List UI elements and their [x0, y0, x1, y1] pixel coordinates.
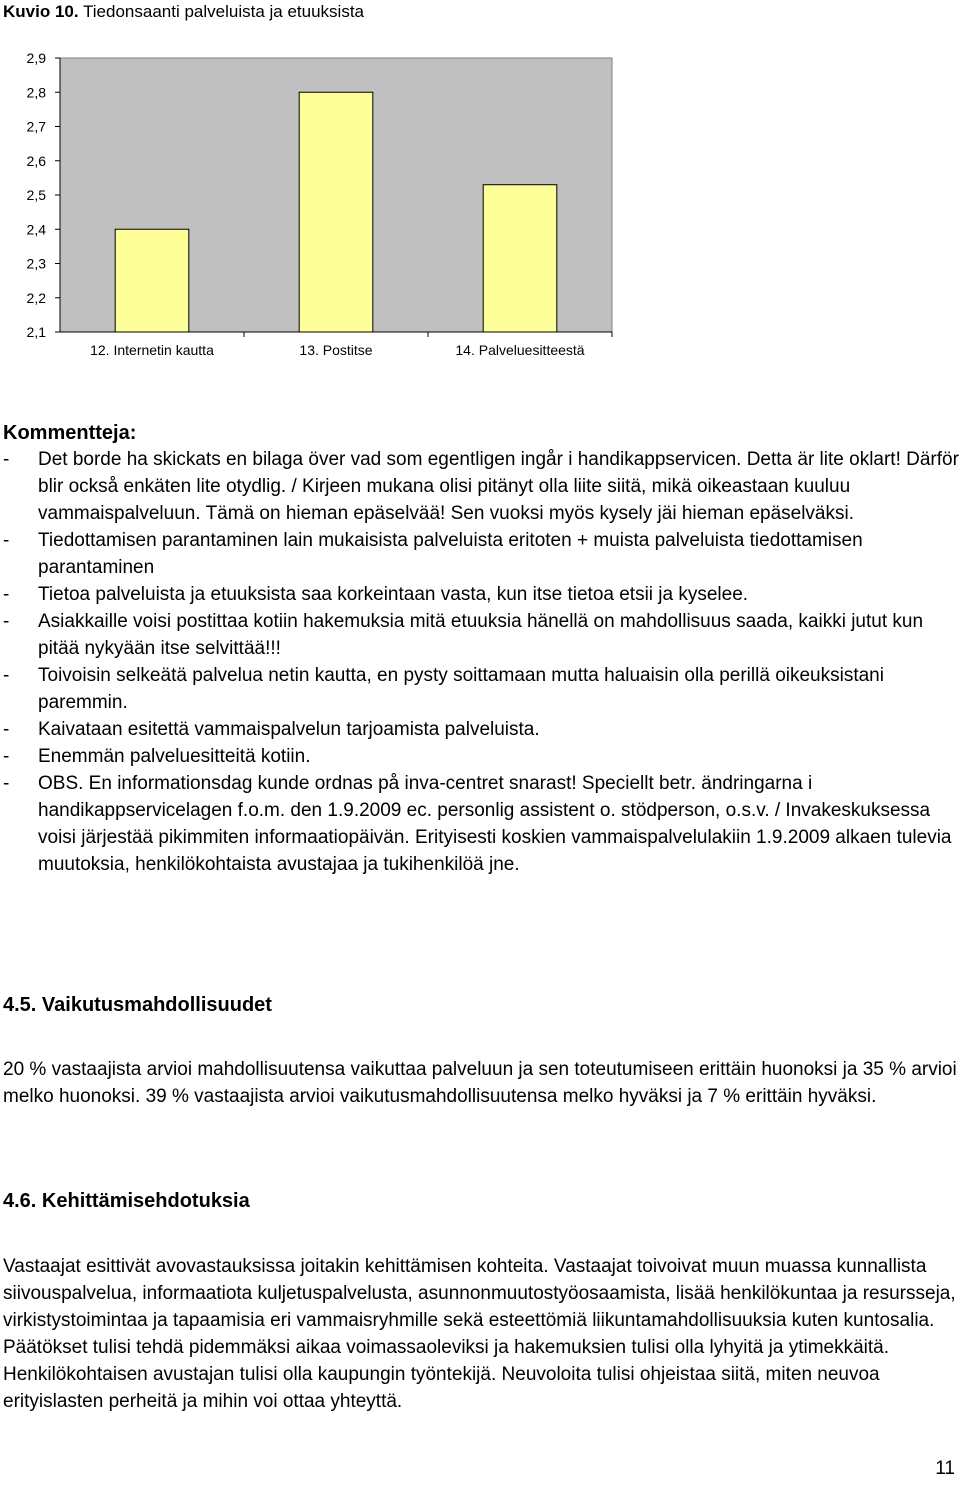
y-tick-label: 2,9: [26, 50, 46, 66]
x-tick-label: 13. Postitse: [299, 342, 373, 358]
comment-item: - Toivoisin selkeätä palvelua netin kautta, en pysty soittamaan mutta haluaisin olla perillä oikeuksistani paremmin.: [3, 662, 960, 716]
figure-number: Kuvio 10.: [3, 2, 79, 21]
figure-title: Tiedonsaanti palveluista ja etuuksista: [83, 2, 364, 21]
y-tick-label: 2,5: [26, 187, 46, 203]
comment-item: - Enemmän palveluesitteitä kotiin.: [3, 743, 960, 770]
bar: [299, 92, 373, 332]
comment-text: Enemmän palveluesitteitä kotiin.: [38, 746, 311, 767]
bar: [483, 185, 557, 332]
y-tick-label: 2,8: [26, 84, 46, 101]
comment-item: - Asiakkaille voisi postittaa kotiin hakemuksia mitä etuuksia hänellä on mahdollisuus saada, kaikki jutut kun pitää nykyään itse selvittää!!!: [3, 608, 960, 662]
y-tick-label: 2,2: [26, 289, 46, 306]
comment-item: - Det borde ha skickats en bilaga över vad som egentligen ingår i handikappservicen. Detta är lite oklart! Därför blir också enkäten lite otydlig. / Kirjeen mukana olisi pitänyt olla liite siitä, mikä oikeastaan kuuluu vammaispalveluun. Tämä on hieman epäselvää! Sen vuoksi myös kysely jäi hieman epäselväksi.: [3, 446, 960, 527]
comment-text: Toivoisin selkeätä palvelua netin kautta, en pysty soittamaan mutta haluaisin olla perillä oikeuksistani paremmin.: [38, 665, 884, 713]
x-tick-label: 12. Internetin kautta: [90, 342, 214, 358]
comment-text: Tiedottamisen parantaminen lain mukaisista palveluista eritoten + muista palveluista tiedottamisen parantaminen: [38, 530, 863, 578]
comments-section: [3, 420, 960, 878]
comment-text: OBS. En informationsdag kunde ordnas på inva-centret snarast! Speciellt betr. ändringarna i handikappservicelagen f.o.m. den 1.9.2009 ec. personlig assistent o. stödperson, o.s.v. / Invakeskuksessa voisi järjestää pikimmiten informaatiopäivän. Erityisesti koskien vammaispalvelulakiin 1.9.2009 alkaen tulevia muutoksia, henkilökohtaista avustajaa ja tukihenkilöä jne.: [38, 773, 952, 875]
comment-item: - Tiedottamisen parantaminen lain mukaisista palveluista eritoten + muista palveluista tiedottamisen parantaminen: [3, 527, 960, 581]
y-tick-label: 2,4: [26, 221, 46, 238]
comment-item: - Tietoa palveluista ja etuuksista saa korkeintaan vasta, kun itse tietoa etsii ja kyselee.: [3, 581, 960, 608]
figure-caption: [3, 2, 364, 22]
comments-heading: Kommentteja:: [3, 422, 137, 444]
comment-text: Kaivataan esitettä vammaispalvelun tarjoamista palveluista.: [38, 719, 540, 740]
page-number: 11: [935, 1458, 955, 1479]
y-tick-label: 2,1: [26, 324, 46, 340]
bar-chart: [0, 40, 640, 380]
x-tick-label: 14. Palveluesitteestä: [455, 342, 585, 358]
y-tick-label: 2,7: [26, 118, 46, 135]
section-heading-vaikutusmahdollisuudet: 4.5. Vaikutusmahdollisuudet: [3, 994, 272, 1016]
section-body-kehittamisehdotuksia: Vastaajat esittivät avovastauksissa joitakin kehittämisen kohteita. Vastaajat toivoivat muun muassa kunnallista siivouspalvelua, informaatiota kuljetuspalvelusta, asunnonmuutostyöosaamista, lisää henkilökuntaa ja resursseja, virkistystoimintaa ja tapaamisia eri vammaisryhmille sekä esteettömiä liikuntamahdollisuuksia kuten kuntosalia. Päätökset tulisi tehdä pidemmäksi aikaa voimassaoleviksi ja hakemuksien tulisi olla lyhyitä ja ytimekkäitä. Henkilökohtaisen avustajan tulisi olla kaupungin työntekijä. Neuvoloita tulisi ohjeistaa siitä, miten neuvoa erityislasten perheitä ja mihin voi ottaa yhteyttä.: [3, 1256, 956, 1412]
comment-item: - Kaivataan esitettä vammaispalvelun tarjoamista palveluista.: [3, 716, 960, 743]
bar: [115, 229, 189, 332]
section-body-vaikutusmahdollisuudet: 20 % vastaajista arvioi mahdollisuutensa vaikuttaa palveluun ja sen toteutumiseen erittäin huonoksi ja 35 % arvioi melko huonoksi. 39 % vastaajista arvioi vaikutusmahdollisuutensa melko hyväksi ja 7 % erittäin hyväksi.: [3, 1059, 957, 1107]
comment-text: Det borde ha skickats en bilaga över vad som egentligen ingår i handikappservicen. Detta är lite oklart! Därför blir också enkäten lite otydlig. / Kirjeen mukana olisi pitänyt olla liite siitä, mikä oikeastaan kuuluu vammaispalveluun. Tämä on hieman epäselvää! Sen vuoksi myös kysely jäi hieman epäselväksi.: [38, 449, 959, 524]
section-heading-kehittamisehdotuksia: 4.6. Kehittämisehdotuksia: [3, 1190, 250, 1212]
comment-item: - OBS. En informationsdag kunde ordnas på inva-centret snarast! Speciellt betr. ändringarna i handikappservicelagen f.o.m. den 1.9.2009 ec. personlig assistent o. stödperson, o.s.v. / Invakeskuksessa voisi järjestää pikimmiten informaatiopäivän. Erityisesti koskien vammaispalvelulakiin 1.9.2009 alkaen tulevia muutoksia, henkilökohtaista avustajaa ja tukihenkilöä jne.: [3, 770, 960, 878]
comment-text: Tietoa palveluista ja etuuksista saa korkeintaan vasta, kun itse tietoa etsii ja kyselee.: [38, 584, 749, 605]
y-tick-label: 2,6: [26, 152, 46, 169]
y-tick-label: 2,3: [26, 255, 46, 272]
comment-text: Asiakkaille voisi postittaa kotiin hakemuksia mitä etuuksia hänellä on mahdollisuus saada, kaikki jutut kun pitää nykyään itse selvittää!!!: [38, 611, 924, 659]
